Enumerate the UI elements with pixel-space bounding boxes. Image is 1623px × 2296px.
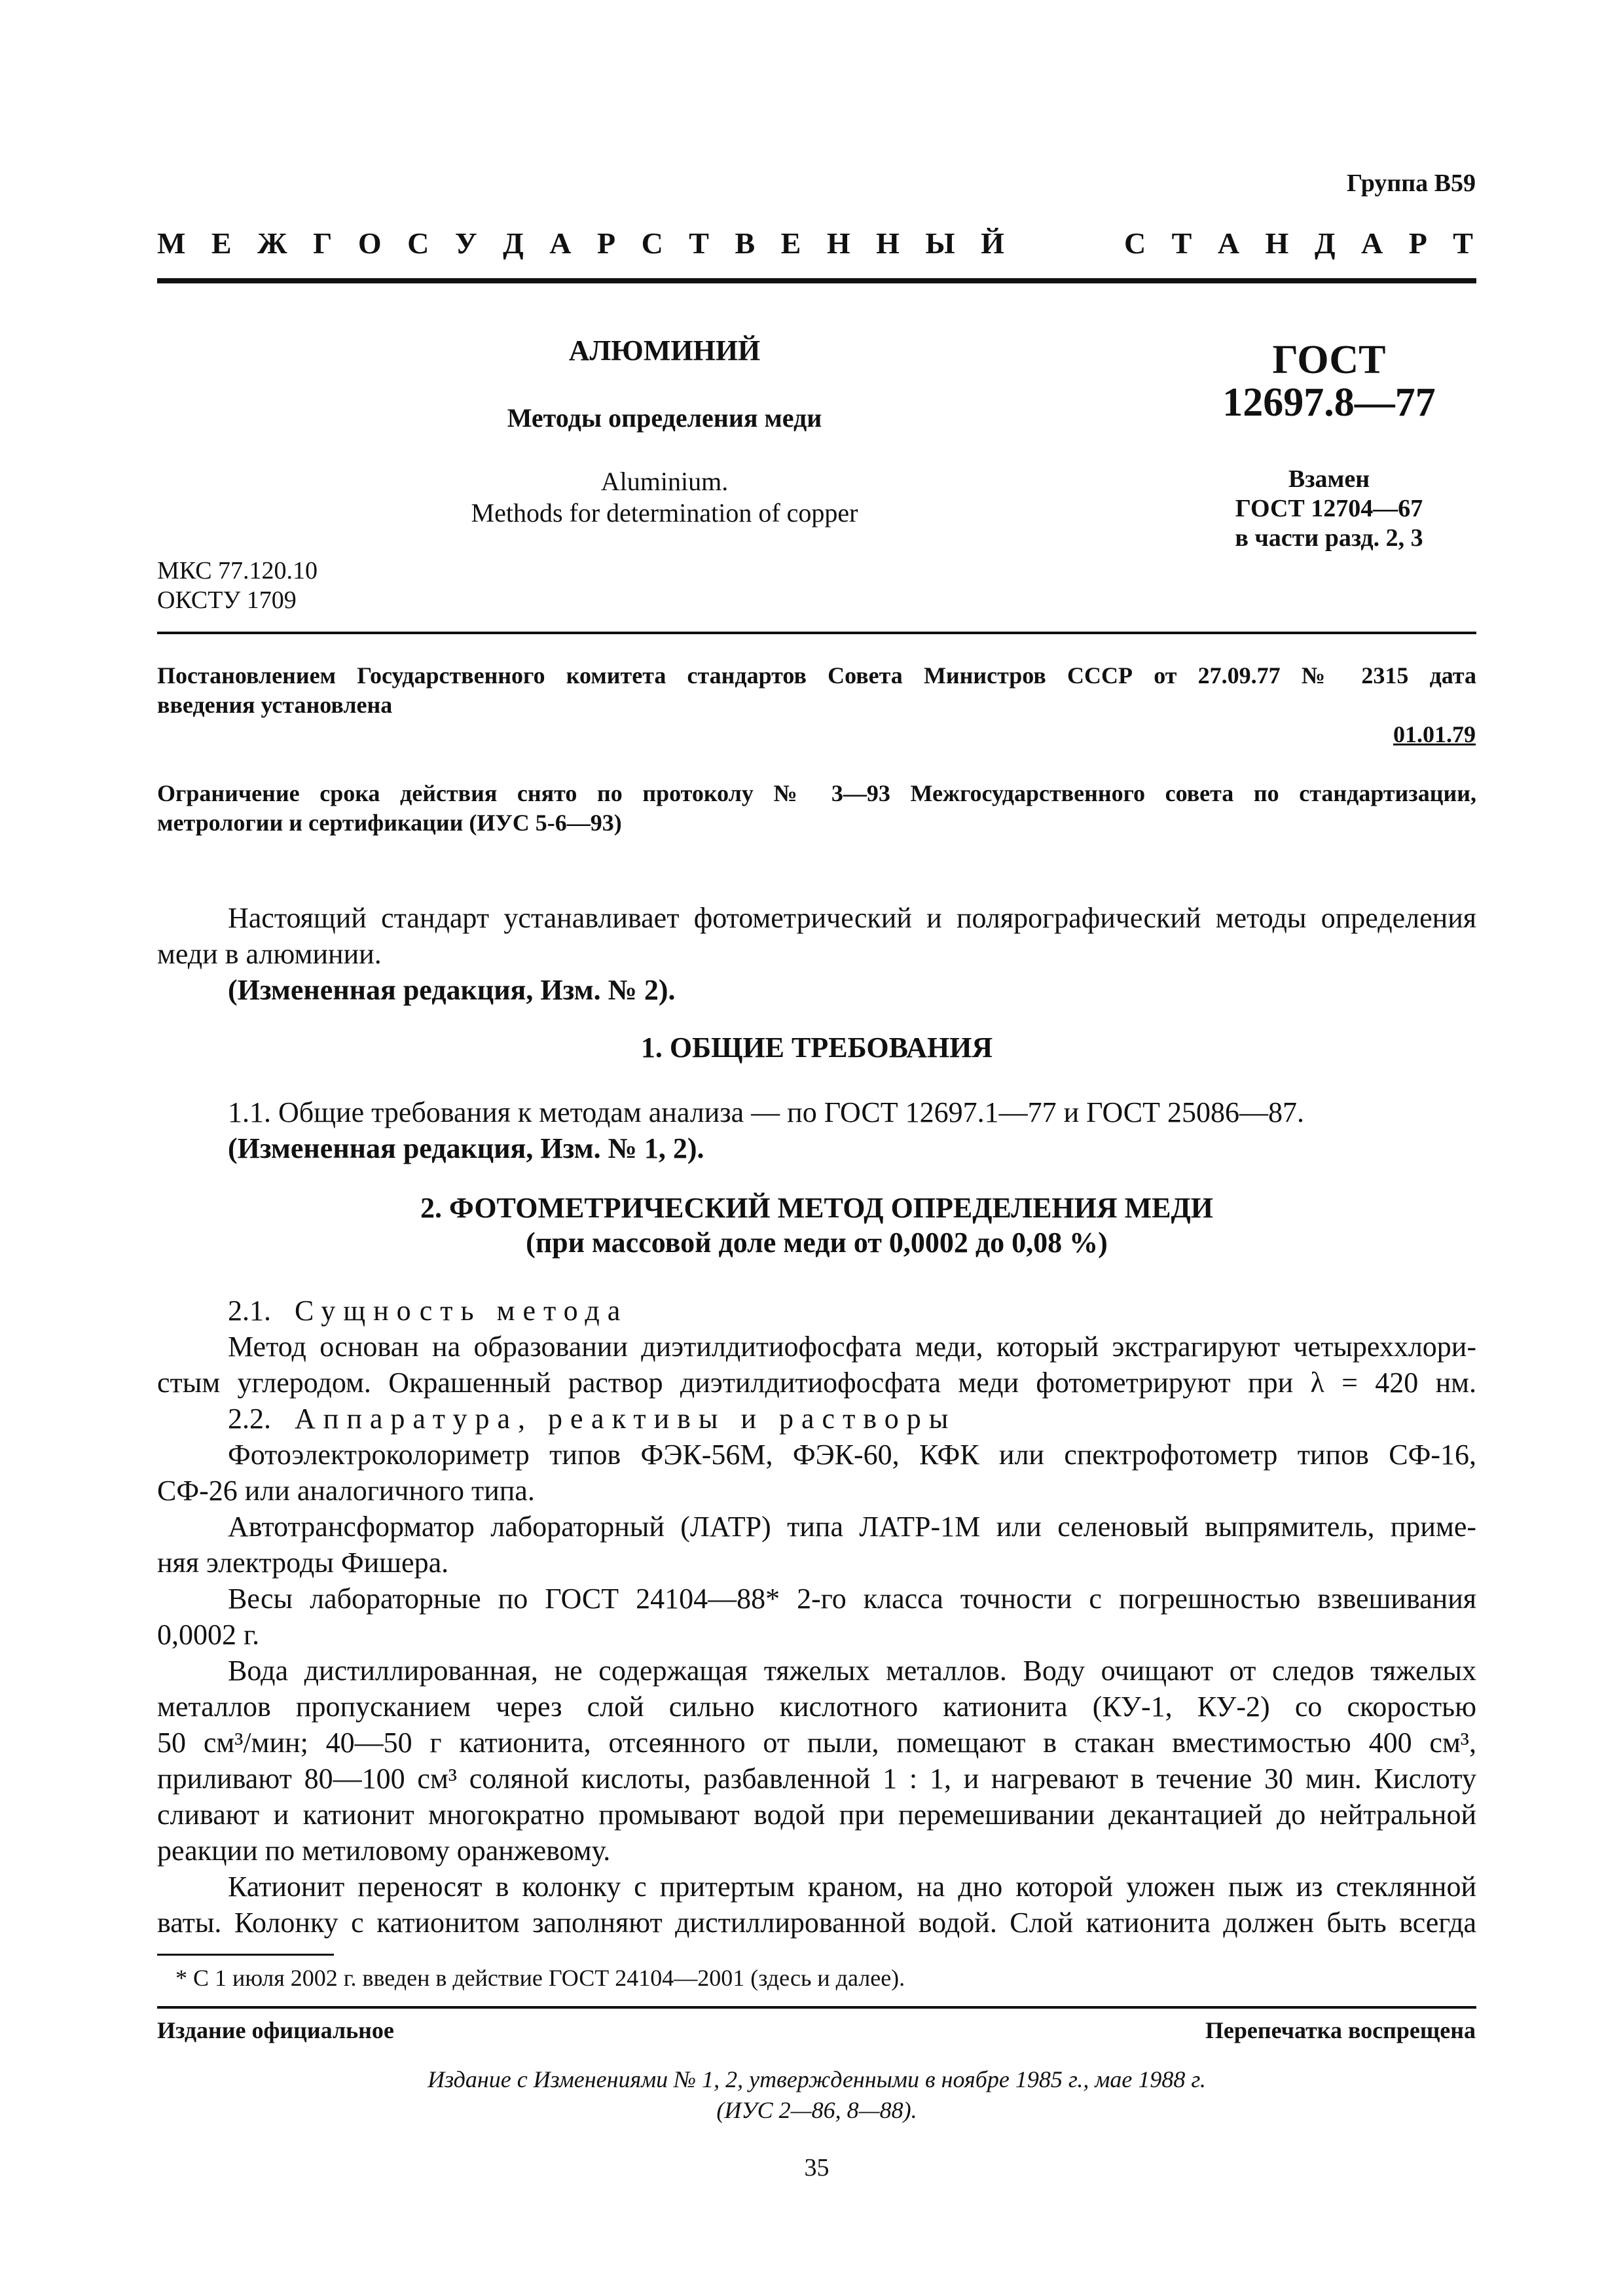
edition-note-line-2: (ИУС 2—86, 8—88). [716,2097,917,2123]
page-number: 35 [804,2154,830,2181]
water-line-6: реакции по метиловому оранжевому. [157,1835,611,1867]
footer-reprint-prohibited: Перепечатка воспрещена [1205,2017,1476,2043]
intro-line-1: Настоящий стандарт устанавливает фотометрический и полярографический методы определения [228,902,1476,934]
title-subtitle: Методы определения меди [507,403,822,433]
mks-code: МКС 77.120.10 [157,557,318,584]
scales-line-1: Весы лабораторные по ГОСТ 24104—88* 2-го класса точности с погрешностью взвешивания [228,1583,1476,1615]
footnote: * С 1 июля 2002 г. введен в действие ГОСТ 24104—2001 (здесь и далее). [175,1965,905,1991]
scales-line-2: 0,0002 г. [157,1619,260,1651]
banner-left: М Е Ж Г О С У Д А Р С Т В Е Н Н Ы Й [157,226,1013,260]
water-line-1: Вода дистиллированная, не содержащая тяжелых металлов. Воду очищают от следов тяжелых [228,1655,1476,1687]
title-english-2: Methods for determination of copper [471,498,858,528]
group-code: Группа В59 [1346,170,1476,197]
title-main: АЛЮМИНИЙ [568,334,761,367]
intro-line-2: меди в алюминии. [157,938,382,970]
gost-number: 12697.8—77 [1222,380,1436,425]
photometer-line-1: Фотоэлектроколориметр типов ФЭК-56М, ФЭК-60, КФК или спектрофотометр типов СФ-16, [228,1439,1476,1471]
edition-note-line-1: Издание с Изменениями № 1, 2, утвержденными в ноябре 1985 г., мае 1988 г. [428,2066,1206,2092]
gost-label: ГОСТ [1272,338,1386,382]
section-2-1-line-2: стым углеродом. Окрашенный раствор диэтилдитиофосфата меди фотометрируют при λ = 420 нм. [157,1367,1476,1399]
autotransformer-line-1: Автотрансформатор лабораторный (ЛАТР) типа ЛАТР-1М или селеновый выпрямитель, приме- [228,1511,1476,1543]
replaces-label: Взамен [1288,465,1370,493]
title-rule [157,632,1476,634]
section-1-heading: 1. ОБЩИЕ ТРЕБОВАНИЯ [640,1031,993,1064]
section-1-amendment: (Измененная редакция, Изм. № 1, 2). [228,1132,704,1164]
water-line-3: 50 см³/мин; 40—50 г катионита, отсеянного от пыли, помещают в стакан вместимостью 400 см³, [157,1727,1476,1759]
restriction-line-2: метрологии и сертификации (ИУС 5-6—93) [157,810,622,836]
section-2-subheading: (при массовой доле меди от 0,0002 до 0,08 %) [526,1227,1108,1259]
water-line-2: металлов пропусканием через слой сильно кислотного катионита (КУ-1, КУ-2) со скоростью [157,1691,1476,1723]
water-line-5: сливают и катионит многократно промывают водой при перемешивании декантацией до нейтральной [157,1799,1476,1831]
banner-right: С Т А Н Д А Р Т [1123,226,1482,260]
water-line-4: приливают 80—100 см³ соляной кислоты, разбавленной 1 : 1, и нагревают в течение 30 мин. Кислоту [157,1763,1476,1795]
title-english-1: Aluminium. [600,467,729,496]
footnote-rule [157,1954,334,1956]
okstu-code: ОКСТУ 1709 [157,586,297,614]
section-2-1-line-1: Метод основан на образовании диэтилдитиофосфата меди, который экстрагируют четыреххлори- [228,1331,1476,1363]
section-2-1-number: 2.1. [228,1295,271,1327]
intro-amendment: (Измененная редакция, Изм. № 2). [228,974,676,1006]
header-rule [157,278,1476,283]
replaces-part: в части разд. 2, 3 [1235,524,1423,552]
footer-rule [157,2006,1476,2009]
replaces-gost: ГОСТ 12704—67 [1235,495,1423,522]
photometer-line-2: СФ-26 или аналогичного типа. [157,1475,535,1507]
section-2-2-number: 2.2. [228,1403,271,1435]
decree-line-2: введения установлена [157,692,393,718]
decree-date: 01.01.79 [1393,721,1476,747]
autotransformer-line-2: няя электроды Фишера. [157,1547,449,1579]
cationite-line-2: ваты. Колонку с катионитом заполняют дистиллированной водой. Слой катионита должен быть всегда [157,1907,1476,1939]
section-2-1-title: Сущность метода [295,1295,629,1327]
section-1-1-text: 1.1. Общие требования к методам анализа — по ГОСТ 12697.1—77 и ГОСТ 25086—87. [228,1096,1305,1128]
footer-official-edition: Издание официальное [157,2017,394,2043]
section-2-heading: 2. ФОТОМЕТРИЧЕСКИЙ МЕТОД ОПРЕДЕЛЕНИЯ МЕДИ [420,1192,1214,1224]
decree-line-1: Постановлением Государственного комитета стандартов Совета Министров СССР от 27.09.77 № 2315 дата [157,662,1476,689]
cationite-line-1: Катионит переносят в колонку с притертым краном, на дно которой уложен пыж из стеклянной [228,1871,1476,1903]
section-2-2-title: Аппаратура, реактивы и растворы [295,1403,957,1435]
restriction-line-1: Ограничение срока действия снято по протоколу № 3—93 Межгосударственного совета по стандартизации, [157,780,1476,806]
